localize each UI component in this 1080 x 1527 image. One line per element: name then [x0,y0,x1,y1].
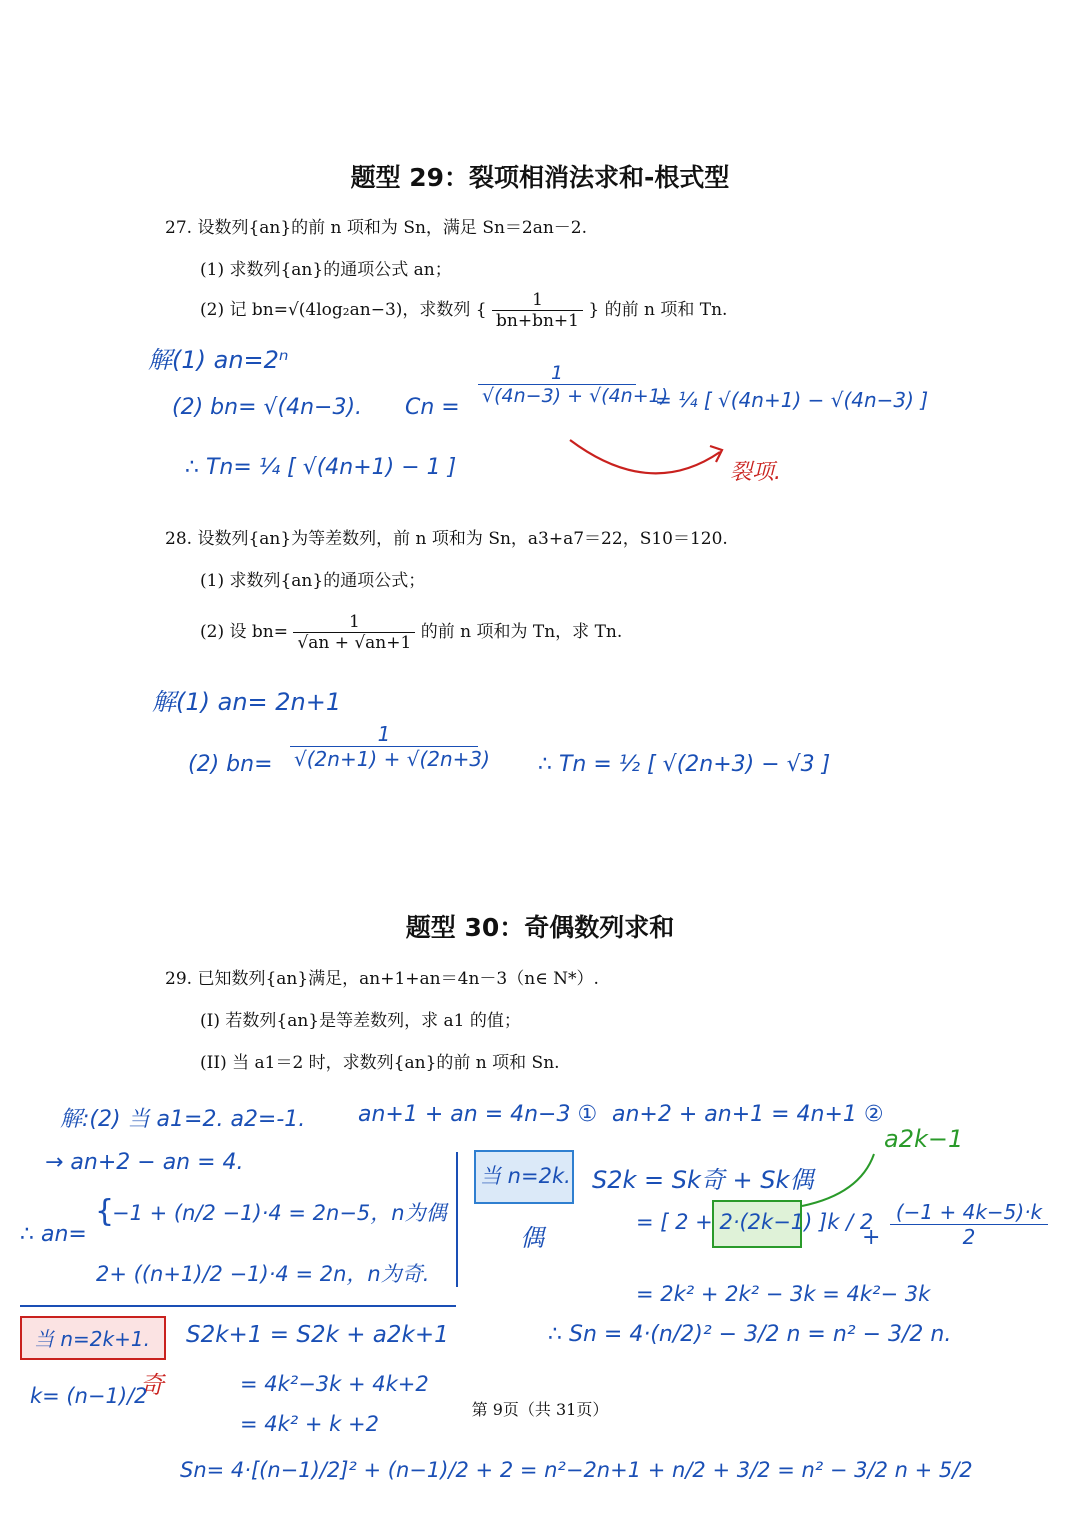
q29-part2: (II) 当 a1＝2 时，求数列{an}的前 n 项和 Sn. [200,1053,560,1073]
sn-odd: Sn= 4·[(n−1)/2]² + (n−1)/2 + 2 = n²−2n+1 + n/2 + 3/2 = n² − 3/2 n + 5/2 [180,1458,973,1482]
even-case-label: 当 n=2k. [480,1164,571,1188]
s2k-line2: = 2k² + 2k² − 3k = 4k²− 3k [636,1282,931,1306]
s2k-def: S2k = Sk奇 + Sk偶 [592,1166,814,1194]
s2k-fraction [890,1200,1048,1249]
q27-part1: (1) 求数列{an}的通项公式 an； [200,260,452,280]
q27-part2-fraction [492,290,583,331]
q29-eq1: an+1 + an = 4n−3 ① [358,1102,598,1127]
s2k-line1 [636,1210,873,1234]
s2k-frac-den: 2 [962,1225,976,1249]
q28-part2-post: 的前 n 项和为 Tn，求 Tn. [420,622,623,642]
q27-cn-num: 1 [478,362,636,385]
odd-tag: 奇 [140,1371,164,1399]
s2k-line1-post: ]k / 2 [812,1210,874,1234]
q27-frac-den: bn+bn+1 [496,311,579,331]
s2k1-line2: = 4k²−3k + 4k+2 [240,1372,429,1396]
section-30-title: 题型 30：奇偶数列求和 [405,913,675,942]
brace-icon: { [95,1194,115,1229]
page-footer: 第 9页（共 31页） [471,1400,609,1419]
q29-sol-line1: 解:(2) 当 a1=2. a2=-1. [60,1107,306,1132]
q29-case-odd: 2+ ((n+1)/2 −1)·4 = 2n，n为奇. [96,1262,430,1286]
odd-case-label: 当 n=2k+1. [34,1327,150,1351]
pointer-curve-icon [800,1150,880,1210]
s2k-plus: + [862,1225,881,1250]
q29-eq2: an+2 + an+1 = 4n+1 ② [612,1102,884,1127]
even-tag: 偶 [520,1224,544,1252]
q27-tn: ∴ Tn= ¼ [ √(4n+1) − 1 ] [185,455,457,480]
q27-note-liexiang: 裂项. [730,460,781,485]
vertical-divider [456,1152,458,1287]
q28-stem: 28. 设数列{an}为等差数列，前 n 项和为 Sn，a3+a7＝22，S10＝120. [165,529,728,549]
q27-part2-post: } 的前 n 项和 Tn. [588,300,728,320]
section-29-title: 题型 29：裂项相消法求和-根式型 [350,163,730,192]
q27-cn-eq: = ¼ [ √(4n+1) − √(4n−3) ] [655,388,929,412]
q27-cn-label: Cn = [405,395,460,420]
s2k-frac-num: (−1 + 4k−5)·k [890,1200,1048,1225]
q28-part1: (1) 求数列{an}的通项公式； [200,571,426,591]
s2k-line1-boxed: 2·(2k−1) [719,1210,813,1234]
q28-bn-label: (2) bn= [188,752,273,777]
q28-frac-num: 1 [293,612,415,633]
s2k1-def: S2k+1 = S2k + a2k+1 [186,1322,449,1348]
q27-part2-pre: (2) 记 bn=√(4log₂an−3)，求数列 { [200,300,487,320]
q27-part2 [200,290,727,331]
q29-an-label: ∴ an= [20,1222,87,1247]
q28-bn-den: √(2n+1) + √(2n+3) [294,747,490,771]
q29-part1: (I) 若数列{an}是等差数列，求 a1 的值； [200,1011,521,1031]
q28-frac-den: √an + √an+1 [297,633,412,653]
arrow-icon [560,430,740,490]
q27-frac-num: 1 [492,290,583,311]
q29-stem: 29. 已知数列{an}满足，an+1+an＝4n－3（n∈ N*）. [165,969,599,989]
q28-part2-pre: (2) 设 bn= [200,622,288,642]
q28-tn: ∴ Tn = ½ [ √(2n+3) − √3 ] [538,752,831,777]
q27-cn-fraction [478,362,672,407]
q27-cn-den: √(4n−3) + √(4n+1) [482,385,669,407]
q28-part2-fraction [293,612,415,653]
q29-case-even: −1 + (n/2 −1)·4 = 2n−5，n为偶 [112,1201,447,1225]
q27-sol-1: 解(1) an=2ⁿ [148,346,289,374]
q28-bn-num: 1 [290,722,478,747]
q28-part2 [200,612,622,653]
k-substitution: k= (n−1)/2 [30,1384,148,1408]
q27-sol-2a: (2) bn= √(4n−3). [172,395,363,420]
q29-sol-line2: → an+2 − an = 4. [45,1150,244,1175]
q28-sol-1: 解(1) an= 2n+1 [152,688,342,716]
s2k-line1-pre: = [ 2 + [636,1210,720,1234]
q27-stem: 27. 设数列{an}的前 n 项和为 Sn，满足 Sn＝2an－2. [165,218,588,238]
s2k1-line3: = 4k² + k +2 [240,1412,379,1436]
horizontal-divider [20,1305,456,1307]
a2k-minus-1-note: a2k−1 [884,1125,964,1153]
q28-bn-fraction [290,722,494,771]
sn-even: ∴ Sn = 4·(n/2)² − 3/2 n = n² − 3/2 n. [548,1322,952,1347]
